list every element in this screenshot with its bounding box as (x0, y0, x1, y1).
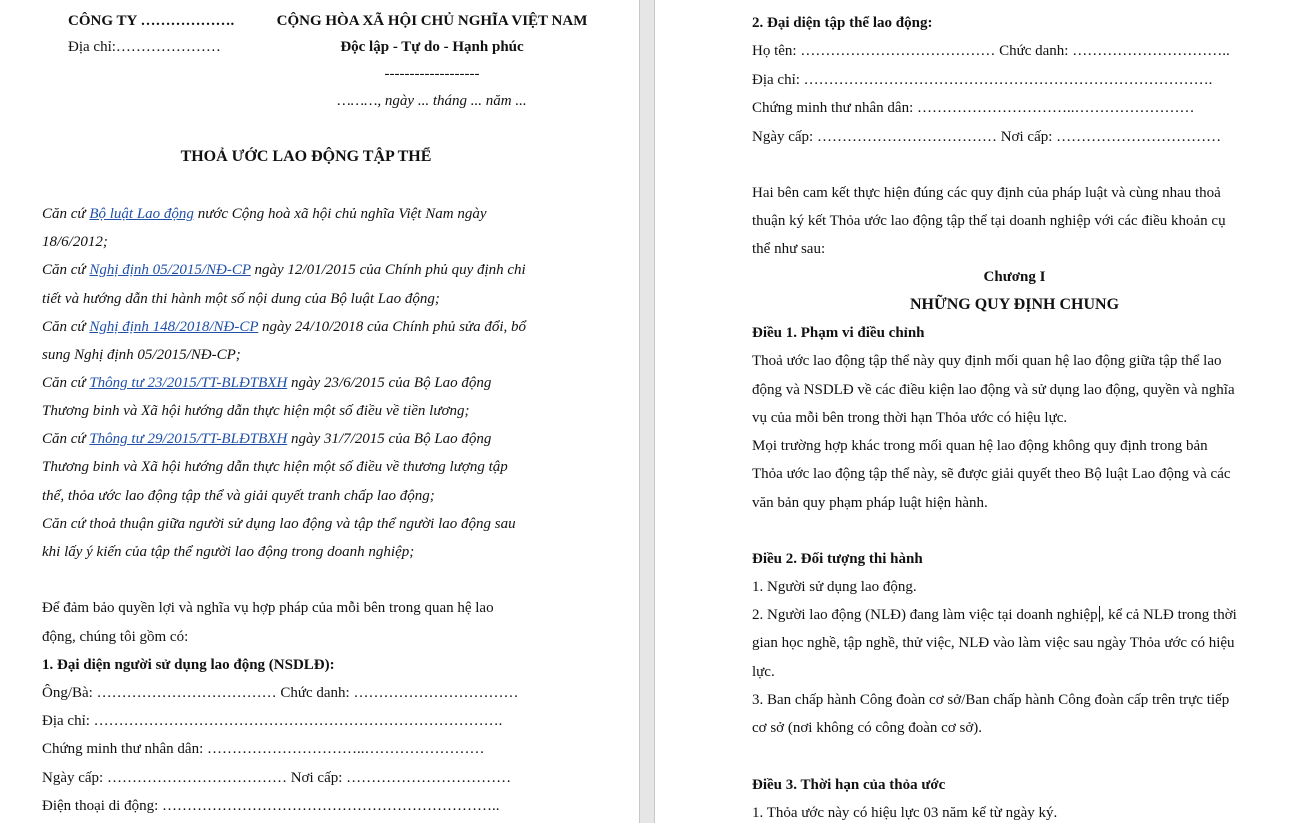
link-decree-148-2018[interactable]: Nghị định 148/2018/NĐ-CP (89, 319, 259, 335)
commitment-line-1: Hai bên cam kết thực hiện đúng các quy định của pháp luật và cùng nhau thoả (752, 185, 1221, 201)
document-title: THOẢ ƯỚC LAO ĐỘNG TẬP THỂ (180, 148, 432, 165)
article-2-item-2-cont2: lực. (752, 664, 775, 680)
chapter-title: NHỮNG QUY ĐỊNH CHUNG (909, 296, 1120, 313)
link-circular-29-2015[interactable]: Thông tư 29/2015/TT-BLĐTBXH (89, 431, 288, 447)
company-address: Địa chỉ:………………… (68, 39, 221, 55)
legal-basis-3: Căn cứ Nghị định 148/2018/NĐ-CP ngày 24/10/2018 của Chính phủ sửa đổi, bổ (42, 319, 527, 335)
legal-basis-6: Căn cứ thoả thuận giữa người sử dụng lao động và tập thể người lao động sau (42, 516, 516, 532)
article-1-heading: Điều 1. Phạm vi điều chỉnh (752, 325, 925, 341)
legal-basis-5-cont: Thương binh và Xã hội hướng dẫn thực hiện một số điều về thương lượng tập (42, 459, 508, 475)
document-date: ………, ngày ... tháng ... năm ... (337, 93, 527, 109)
country-name: CỘNG HÒA XÃ HỘI CHỦ NGHĨA VIỆT NAM (276, 13, 588, 29)
article-2-item-2[interactable]: 2. Người lao động (NLĐ) đang làm việc tại doanh nghiệp , kể cả NLĐ trong thời (752, 607, 1237, 623)
article-1-line-4: Mọi trường hợp khác trong mối quan hệ lao động không quy định trong bản (752, 438, 1208, 454)
commitment-line-2: thuận ký kết Thỏa ước lao động tập thể tại doanh nghiệp với các điều khoản cụ (752, 213, 1226, 229)
article-1-line-2: động và NSDLĐ về các điều kiện lao động và sử dụng lao động, quyền và nghĩa (752, 382, 1235, 398)
link-circular-23-2015[interactable]: Thông tư 23/2015/TT-BLĐTBXH (89, 375, 288, 391)
labor-rep-address-field: Địa chỉ: ………………………………………………………………………. (752, 72, 1213, 88)
article-1-line-5: Thỏa ước lao động tập thể này, sẽ được giải quyết theo Bộ luật Lao động và các (752, 466, 1231, 482)
header-separator: ------------------- (384, 66, 480, 82)
intro-line-2: động, chúng tôi gồm có: (42, 629, 189, 645)
legal-basis-5: Căn cứ Thông tư 29/2015/TT-BLĐTBXH ngày 31/7/2015 của Bộ Lao động (42, 431, 492, 447)
employer-heading: 1. Đại diện người sử dụng lao động (NSDLĐ): (42, 657, 335, 673)
document-page-left[interactable] (0, 0, 640, 823)
commitment-line-3: thể như sau: (752, 241, 826, 257)
legal-basis-1: Căn cứ Bộ luật Lao động nước Cộng hoà xã hội chủ nghĩa Việt Nam ngày (42, 206, 487, 222)
legal-basis-3-cont: sung Nghị định 05/2015/NĐ-CP; (42, 347, 241, 363)
article-1-line-6: văn bản quy phạm pháp luật hiện hành. (752, 495, 988, 511)
legal-basis-2-cont: tiết và hướng dẫn thi hành một số nội dung của Bộ luật Lao động; (42, 291, 440, 307)
employer-phone-field: Điện thoại di động: ………………………………………………………….. (42, 798, 500, 814)
labor-rep-name-field: Họ tên: ………………………………… Chức danh: ………………………….. (752, 43, 1230, 59)
article-1-line-1: Thoả ước lao động tập thể này quy định mối quan hệ lao động giữa tập thể lao (752, 353, 1222, 369)
article-2-item-1: 1. Người sử dụng lao động. (752, 579, 917, 595)
link-decree-05-2015[interactable]: Nghị định 05/2015/NĐ-CP (89, 262, 251, 278)
article-3-item-1: 1. Thỏa ước này có hiệu lực 03 năm kể từ ngày ký. (752, 805, 1058, 821)
legal-basis-2: Căn cứ Nghị định 05/2015/NĐ-CP ngày 12/01/2015 của Chính phủ quy định chi (42, 262, 526, 278)
article-2-item-2-cont: gian học nghề, tập nghề, thử việc, NLĐ vào làm việc sau ngày Thỏa ước có hiệu (752, 635, 1235, 651)
employer-address-field: Địa chỉ: ………………………………………………………………………. (42, 713, 503, 729)
article-2-heading: Điều 2. Đối tượng thi hành (752, 551, 923, 567)
employer-name-field: Ông/Bà: ……………………………… Chức danh: …………………………… (42, 685, 519, 701)
article-1-line-3: vụ của mỗi bên trong thời hạn Thỏa ước có hiệu lực. (752, 410, 1068, 426)
company-name: CÔNG TY ………………. (68, 13, 235, 29)
document-page-right[interactable] (654, 0, 1306, 823)
employer-issue-field: Ngày cấp: ……………………………… Nơi cấp: …………………………… (42, 770, 512, 786)
legal-basis-5-cont2: thể, thỏa ước lao động tập thể và giải quyết tranh chấp lao động; (42, 488, 435, 504)
employer-id-field: Chứng minh thư nhân dân: …………………………..…………………… (42, 741, 485, 757)
legal-basis-4: Căn cứ Thông tư 23/2015/TT-BLĐTBXH ngày 23/6/2015 của Bộ Lao động (42, 375, 492, 391)
article-2-item-3-cont: cơ sở (nơi không có công đoàn cơ sở). (752, 720, 983, 736)
text-cursor (1099, 606, 1100, 622)
article-3-heading: Điều 3. Thời hạn của thỏa ước (752, 777, 946, 793)
link-labor-code[interactable]: Bộ luật Lao động (89, 206, 194, 222)
intro-line-1: Để đảm bảo quyền lợi và nghĩa vụ hợp pháp của mỗi bên trong quan hệ lao (42, 600, 494, 616)
legal-basis-4-cont: Thương binh và Xã hội hướng dẫn thực hiện một số điều về tiền lương; (42, 403, 470, 419)
labor-rep-id-field: Chứng minh thư nhân dân: …………………………..…………………… (752, 100, 1195, 116)
national-motto: Độc lập - Tự do - Hạnh phúc (340, 39, 524, 55)
legal-basis-6-cont: khi lấy ý kiến của tập thể người lao động trong doanh nghiệp; (42, 544, 415, 560)
chapter-label: Chương I (983, 269, 1046, 285)
article-2-item-3: 3. Ban chấp hành Công đoàn cơ sở/Ban chấp hành Công đoàn cấp trên trực tiếp (752, 692, 1230, 708)
labor-rep-heading: 2. Đại diện tập thể lao động: (752, 15, 933, 31)
labor-rep-issue-field: Ngày cấp: ……………………………… Nơi cấp: …………………………… (752, 129, 1222, 145)
legal-basis-1-cont: 18/6/2012; (42, 234, 108, 250)
